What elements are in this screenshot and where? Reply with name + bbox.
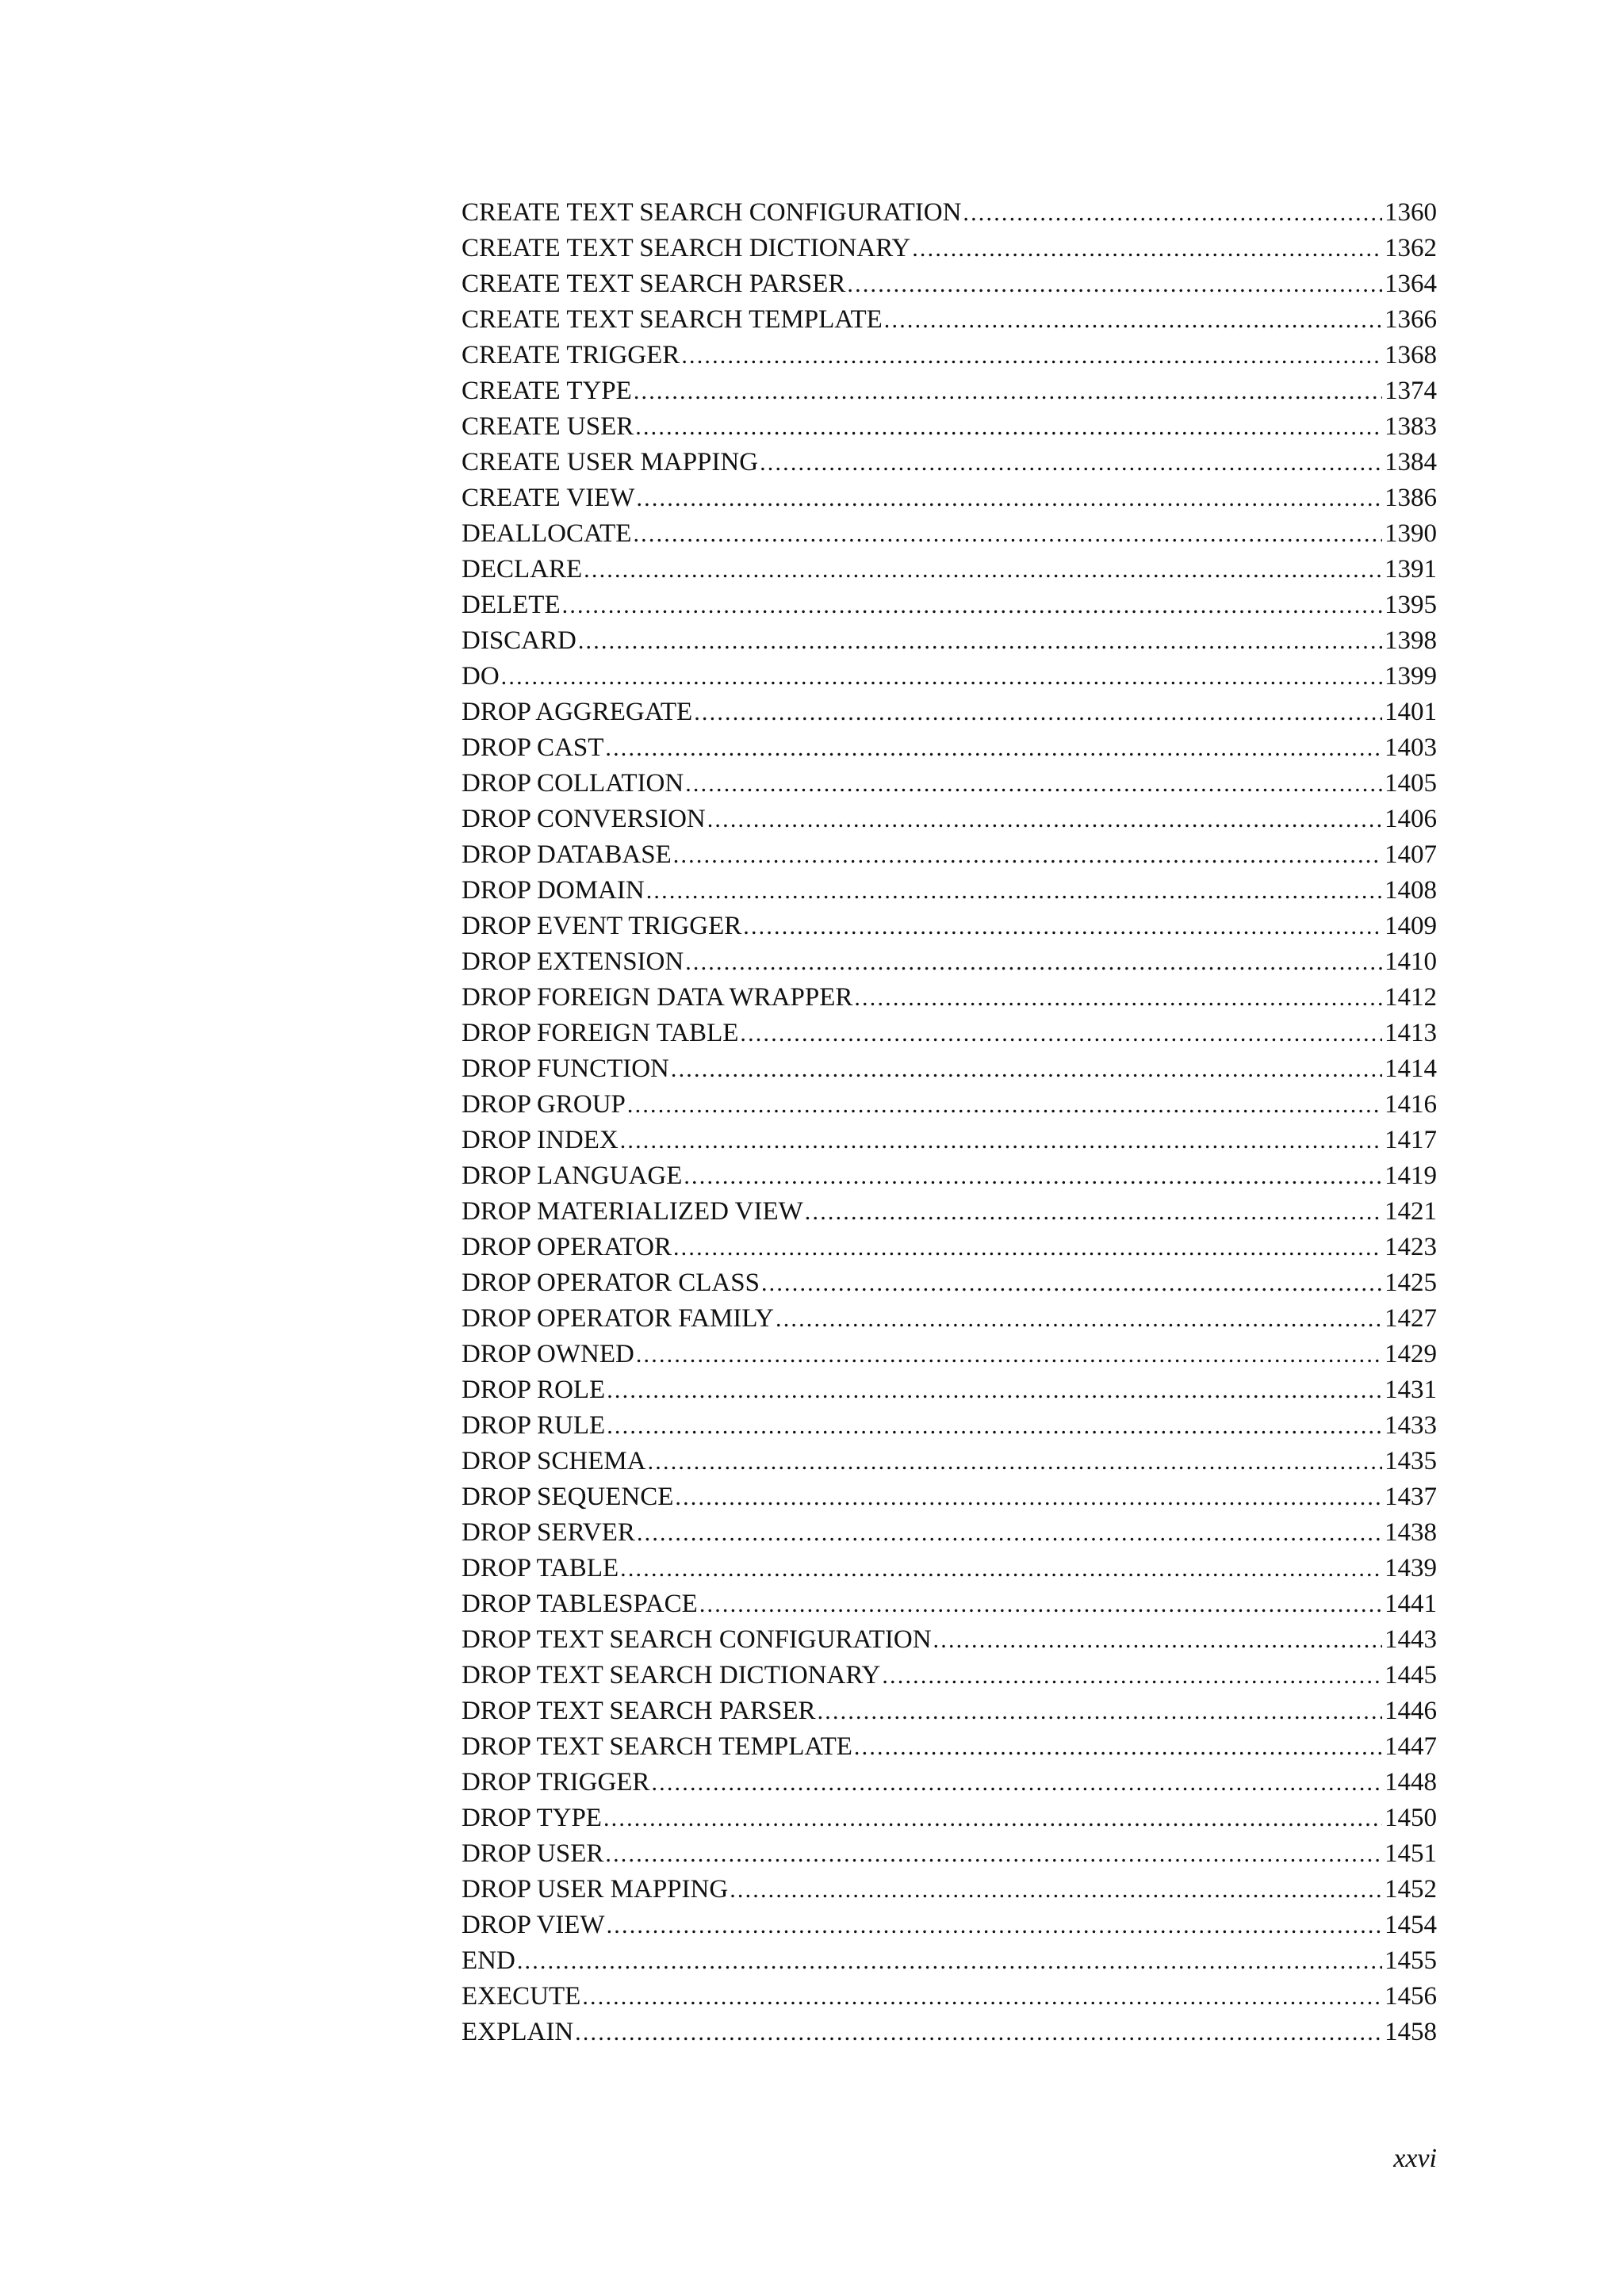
- dot-leader: [882, 1658, 1382, 1693]
- toc-entry-title: DROP TEXT SEARCH TEMPLATE: [462, 1732, 852, 1761]
- toc-entry[interactable]: [462, 231, 1437, 266]
- dot-leader: [620, 1123, 1382, 1158]
- toc-entry[interactable]: [462, 695, 1437, 730]
- toc-entry[interactable]: [462, 1800, 1437, 1836]
- dot-leader: [760, 445, 1382, 480]
- toc-entry-page-number: 1405: [1385, 769, 1437, 798]
- toc-entry-title: DROP LANGUAGE: [462, 1161, 683, 1190]
- dot-leader: [637, 1515, 1382, 1551]
- toc-entry-page-number: 1423: [1385, 1233, 1437, 1261]
- dot-leader: [627, 1087, 1382, 1123]
- toc-entry-page-number: 1360: [1385, 198, 1437, 227]
- toc-entry-page-number: 1383: [1385, 412, 1437, 441]
- toc-entry-title: DROP TRIGGER: [462, 1768, 650, 1797]
- dot-leader: [584, 552, 1382, 587]
- toc-entry[interactable]: [462, 195, 1437, 231]
- dot-leader: [582, 1979, 1382, 2015]
- toc-entry-title: DROP SERVER: [462, 1518, 635, 1547]
- toc-entry[interactable]: [462, 980, 1437, 1016]
- toc-entry-title: DROP OPERATOR CLASS: [462, 1269, 760, 1297]
- dot-leader: [605, 730, 1382, 766]
- toc-entry-title: DROP VIEW: [462, 1911, 605, 1939]
- toc-entry-title: DROP SEQUENCE: [462, 1483, 674, 1511]
- toc-entry[interactable]: [462, 1016, 1437, 1051]
- dot-leader: [933, 1622, 1382, 1658]
- toc-entry[interactable]: [462, 266, 1437, 302]
- toc-entry-title: DROP MATERIALIZED VIEW: [462, 1197, 803, 1226]
- toc-entry-title: DROP OPERATOR FAMILY: [462, 1304, 774, 1333]
- dot-leader: [607, 1908, 1382, 1943]
- toc-entry-page-number: 1421: [1385, 1197, 1437, 1226]
- toc-entry-title: DROP FUNCTION: [462, 1054, 669, 1083]
- dot-leader: [699, 1586, 1382, 1622]
- toc-entry-page-number: 1451: [1385, 1839, 1437, 1868]
- toc-entry-page-number: 1414: [1385, 1054, 1437, 1083]
- toc-entry-title: CREATE USER: [462, 412, 634, 441]
- toc-entry-page-number: 1386: [1385, 484, 1437, 512]
- toc-entry-title: CREATE TEXT SEARCH DICTIONARY: [462, 234, 911, 262]
- toc-entry-title: CREATE TEXT SEARCH TEMPLATE: [462, 305, 883, 334]
- dot-leader: [607, 1408, 1382, 1444]
- toc-entry[interactable]: [462, 659, 1437, 695]
- toc-entry-title: DEALLOCATE: [462, 519, 632, 548]
- toc-entry-page-number: 1437: [1385, 1483, 1437, 1511]
- toc-entry-title: DROP ROLE: [462, 1376, 606, 1404]
- toc-entry-title: EXECUTE: [462, 1982, 581, 2011]
- toc-entry-title: DROP COLLATION: [462, 769, 684, 798]
- toc-entry-page-number: 1446: [1385, 1697, 1437, 1725]
- toc-entry-page-number: 1410: [1385, 947, 1437, 976]
- dot-leader: [730, 1872, 1382, 1908]
- toc-entry-page-number: 1413: [1385, 1019, 1437, 1047]
- toc-entry-page-number: 1407: [1385, 840, 1437, 869]
- dot-leader: [912, 231, 1382, 266]
- toc-entry[interactable]: [462, 1408, 1437, 1444]
- dot-leader: [620, 1551, 1382, 1586]
- toc-entry[interactable]: [462, 1729, 1437, 1765]
- toc-entry-page-number: 1425: [1385, 1269, 1437, 1297]
- dot-leader: [651, 1765, 1382, 1800]
- toc-entry[interactable]: [462, 1158, 1437, 1194]
- toc-entry-page-number: 1390: [1385, 519, 1437, 548]
- toc-entry-title: DROP FOREIGN DATA WRAPPER: [462, 983, 853, 1012]
- toc-entry-page-number: 1448: [1385, 1768, 1437, 1797]
- dot-leader: [633, 516, 1382, 552]
- toc-entry[interactable]: [462, 1693, 1437, 1729]
- dot-leader: [636, 1337, 1382, 1372]
- toc-entry-title: DISCARD: [462, 626, 576, 655]
- toc-entry-title: DROP USER MAPPING: [462, 1875, 729, 1904]
- toc-entry-page-number: 1439: [1385, 1554, 1437, 1582]
- dot-leader: [854, 980, 1382, 1016]
- toc-entry[interactable]: [462, 1479, 1437, 1515]
- toc-entry-page-number: 1450: [1385, 1804, 1437, 1832]
- table-of-contents: [462, 195, 1437, 2050]
- toc-entry-title: DROP TYPE: [462, 1804, 602, 1832]
- toc-entry[interactable]: [462, 1979, 1437, 2015]
- toc-entry[interactable]: [462, 552, 1437, 587]
- toc-entry-title: DROP OWNED: [462, 1340, 634, 1368]
- toc-entry[interactable]: [462, 445, 1437, 480]
- toc-entry[interactable]: [462, 1230, 1437, 1265]
- dot-leader: [684, 1158, 1382, 1194]
- toc-entry-title: EXPLAIN: [462, 2018, 574, 2046]
- dot-leader: [673, 1230, 1382, 1265]
- dot-leader: [607, 1372, 1382, 1408]
- toc-entry[interactable]: [462, 1337, 1437, 1372]
- toc-entry[interactable]: [462, 1051, 1437, 1087]
- toc-entry-page-number: 1452: [1385, 1875, 1437, 1904]
- toc-entry[interactable]: [462, 1586, 1437, 1622]
- toc-entry-title: CREATE TEXT SEARCH PARSER: [462, 270, 846, 298]
- toc-entry-page-number: 1368: [1385, 341, 1437, 369]
- toc-entry[interactable]: [462, 409, 1437, 445]
- toc-entry-page-number: 1366: [1385, 305, 1437, 334]
- toc-entry-page-number: 1412: [1385, 983, 1437, 1012]
- toc-entry-title: CREATE VIEW: [462, 484, 635, 512]
- toc-entry-title: DROP USER: [462, 1839, 604, 1868]
- toc-entry-page-number: 1364: [1385, 270, 1437, 298]
- toc-entry-title: DROP TEXT SEARCH DICTIONARY: [462, 1661, 881, 1689]
- dot-leader: [743, 909, 1382, 944]
- toc-entry-page-number: 1441: [1385, 1590, 1437, 1618]
- page-number: xxvi: [1393, 2144, 1437, 2173]
- toc-entry-page-number: 1403: [1385, 733, 1437, 762]
- toc-entry-title: DROP INDEX: [462, 1126, 619, 1154]
- toc-entry-page-number: 1447: [1385, 1732, 1437, 1761]
- toc-entry[interactable]: [462, 1087, 1437, 1123]
- dot-leader: [681, 338, 1382, 373]
- dot-leader: [685, 766, 1382, 802]
- dot-leader: [685, 944, 1382, 980]
- toc-entry-title: DROP EXTENSION: [462, 947, 684, 976]
- dot-leader: [578, 623, 1382, 659]
- dot-leader: [761, 1265, 1382, 1301]
- dot-leader: [884, 302, 1382, 338]
- toc-entry-title: DROP AGGREGATE: [462, 698, 693, 726]
- toc-entry[interactable]: [462, 873, 1437, 909]
- toc-entry-title: CREATE TYPE: [462, 377, 632, 405]
- dot-leader: [501, 659, 1382, 695]
- toc-entry-page-number: 1374: [1385, 377, 1437, 405]
- toc-entry-page-number: 1435: [1385, 1447, 1437, 1475]
- toc-entry[interactable]: [462, 766, 1437, 802]
- toc-entry[interactable]: [462, 1444, 1437, 1479]
- toc-entry-page-number: 1438: [1385, 1518, 1437, 1547]
- toc-entry-page-number: 1408: [1385, 876, 1437, 905]
- toc-entry-title: DROP GROUP: [462, 1090, 626, 1119]
- dot-leader: [605, 1836, 1382, 1872]
- dot-leader: [517, 1943, 1382, 1979]
- toc-entry-page-number: 1454: [1385, 1911, 1437, 1939]
- toc-entry-page-number: 1398: [1385, 626, 1437, 655]
- dot-leader: [673, 837, 1382, 873]
- toc-entry[interactable]: [462, 802, 1437, 837]
- toc-entry-title: DROP FOREIGN TABLE: [462, 1019, 739, 1047]
- toc-entry-page-number: 1443: [1385, 1625, 1437, 1654]
- toc-entry[interactable]: [462, 480, 1437, 516]
- toc-entry-page-number: 1395: [1385, 591, 1437, 619]
- dot-leader: [671, 1051, 1382, 1087]
- toc-entry-page-number: 1445: [1385, 1661, 1437, 1689]
- dot-leader: [636, 480, 1382, 516]
- toc-entry-page-number: 1456: [1385, 1982, 1437, 2011]
- toc-entry-title: CREATE TEXT SEARCH CONFIGURATION: [462, 198, 962, 227]
- toc-entry-page-number: 1399: [1385, 662, 1437, 691]
- toc-entry-title: DROP DOMAIN: [462, 876, 645, 905]
- toc-entry-title: END: [462, 1946, 515, 1975]
- dot-leader: [603, 1800, 1382, 1836]
- toc-entry-page-number: 1427: [1385, 1304, 1437, 1333]
- toc-entry-title: DROP TABLESPACE: [462, 1590, 698, 1618]
- toc-entry-title: DO: [462, 662, 500, 691]
- toc-entry-title: DROP CAST: [462, 733, 604, 762]
- toc-entry[interactable]: [462, 587, 1437, 623]
- toc-entry[interactable]: [462, 1908, 1437, 1943]
- dot-leader: [562, 587, 1382, 623]
- toc-entry-title: DECLARE: [462, 555, 583, 584]
- toc-entry[interactable]: [462, 2015, 1437, 2050]
- toc-entry-title: DROP OPERATOR: [462, 1233, 672, 1261]
- toc-entry-title: DROP EVENT TRIGGER: [462, 912, 742, 940]
- toc-entry[interactable]: [462, 1515, 1437, 1551]
- dot-leader: [740, 1016, 1382, 1051]
- dot-leader: [648, 1444, 1382, 1479]
- toc-entry-page-number: 1401: [1385, 698, 1437, 726]
- toc-entry-page-number: 1384: [1385, 448, 1437, 476]
- toc-entry-title: DELETE: [462, 591, 561, 619]
- dot-leader: [694, 695, 1382, 730]
- dot-leader: [635, 409, 1382, 445]
- dot-leader: [634, 373, 1382, 409]
- toc-entry[interactable]: [462, 944, 1437, 980]
- toc-entry[interactable]: [462, 623, 1437, 659]
- toc-entry-page-number: 1417: [1385, 1126, 1437, 1154]
- toc-entry[interactable]: [462, 1301, 1437, 1337]
- toc-entry[interactable]: [462, 302, 1437, 338]
- toc-entry[interactable]: [462, 1194, 1437, 1230]
- toc-entry-page-number: 1429: [1385, 1340, 1437, 1368]
- toc-entry[interactable]: [462, 1765, 1437, 1800]
- toc-entry-page-number: 1455: [1385, 1946, 1437, 1975]
- toc-entry[interactable]: [462, 516, 1437, 552]
- toc-entry[interactable]: [462, 1372, 1437, 1408]
- toc-entry-title: DROP CONVERSION: [462, 805, 706, 833]
- toc-entry-title: DROP DATABASE: [462, 840, 672, 869]
- toc-entry-title: DROP RULE: [462, 1411, 606, 1440]
- dot-leader: [818, 1693, 1382, 1729]
- toc-entry[interactable]: [462, 373, 1437, 409]
- dot-leader: [707, 802, 1382, 837]
- toc-entry-title: CREATE TRIGGER: [462, 341, 680, 369]
- toc-entry[interactable]: [462, 909, 1437, 944]
- dot-leader: [675, 1479, 1382, 1515]
- toc-entry-page-number: 1416: [1385, 1090, 1437, 1119]
- dot-leader: [847, 266, 1382, 302]
- toc-entry-page-number: 1431: [1385, 1376, 1437, 1404]
- toc-entry-page-number: 1406: [1385, 805, 1437, 833]
- dot-leader: [646, 873, 1382, 909]
- toc-entry[interactable]: [462, 1265, 1437, 1301]
- toc-entry-title: DROP TEXT SEARCH CONFIGURATION: [462, 1625, 932, 1654]
- dot-leader: [854, 1729, 1382, 1765]
- toc-entry-title: DROP TABLE: [462, 1554, 619, 1582]
- toc-entry-page-number: 1362: [1385, 234, 1437, 262]
- toc-entry[interactable]: [462, 338, 1437, 373]
- toc-entry[interactable]: [462, 1551, 1437, 1586]
- toc-entry-page-number: 1433: [1385, 1411, 1437, 1440]
- toc-entry[interactable]: [462, 1622, 1437, 1658]
- dot-leader: [776, 1301, 1382, 1337]
- toc-entry[interactable]: [462, 730, 1437, 766]
- toc-entry-page-number: 1391: [1385, 555, 1437, 584]
- dot-leader: [963, 195, 1382, 231]
- toc-entry-title: DROP TEXT SEARCH PARSER: [462, 1697, 816, 1725]
- toc-entry[interactable]: [462, 837, 1437, 873]
- dot-leader: [575, 2015, 1382, 2050]
- toc-entry-page-number: 1458: [1385, 2018, 1437, 2046]
- dot-leader: [805, 1194, 1382, 1230]
- toc-entry[interactable]: [462, 1123, 1437, 1158]
- toc-entry[interactable]: [462, 1836, 1437, 1872]
- toc-entry-page-number: 1419: [1385, 1161, 1437, 1190]
- toc-entry-title: DROP SCHEMA: [462, 1447, 646, 1475]
- toc-entry-page-number: 1409: [1385, 912, 1437, 940]
- toc-entry[interactable]: [462, 1943, 1437, 1979]
- toc-entry[interactable]: [462, 1658, 1437, 1693]
- toc-entry[interactable]: [462, 1872, 1437, 1908]
- toc-entry-title: CREATE USER MAPPING: [462, 448, 759, 476]
